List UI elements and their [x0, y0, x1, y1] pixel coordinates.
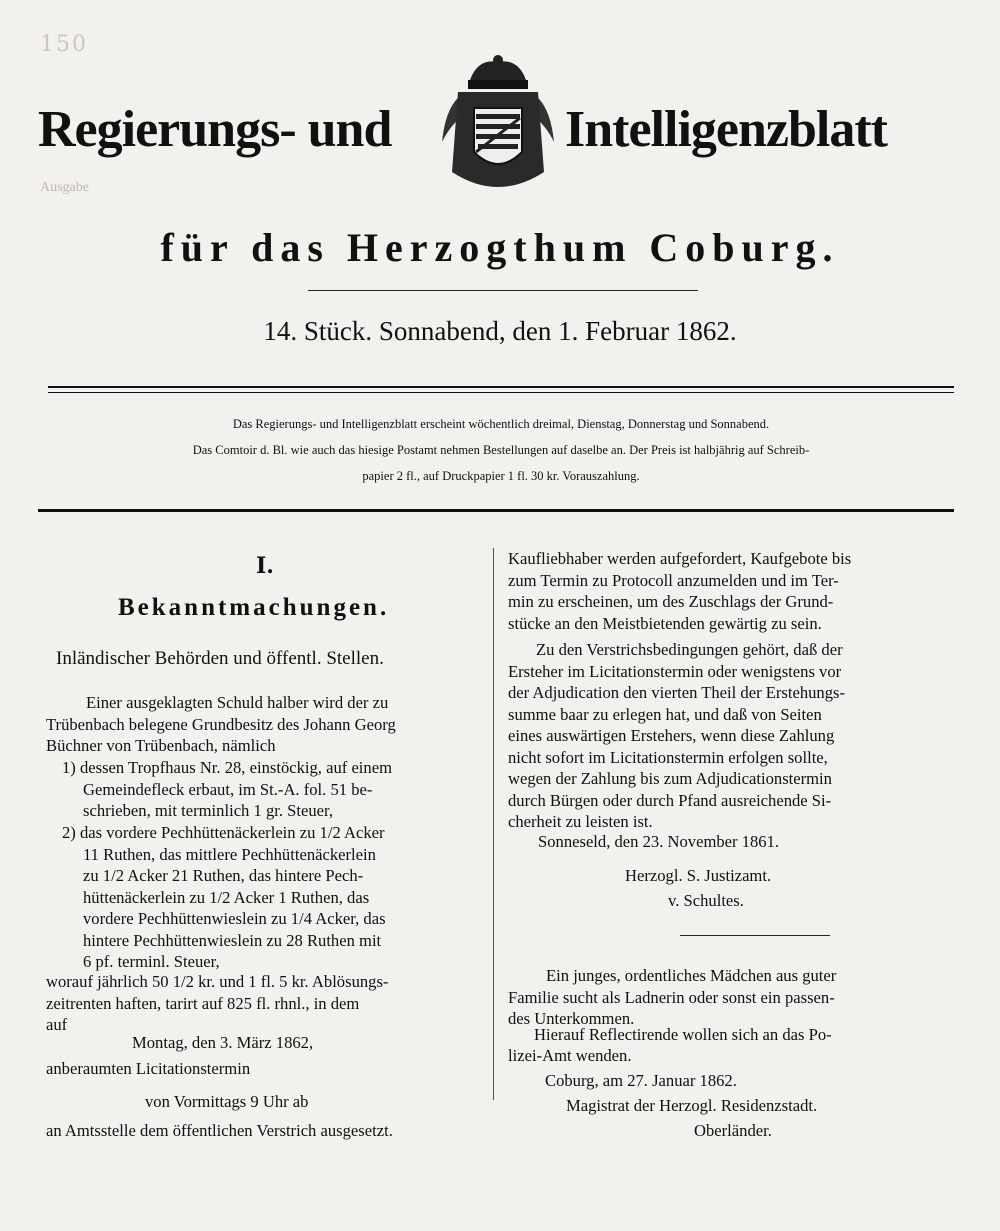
closing-line: an Amtsstelle dem öffentlichen Verstrich ausgesetzt. [46, 1121, 393, 1140]
text-line: 6 pf. terminl. Steuer, [83, 952, 220, 971]
text-line: hüttenäckerlein zu 1/2 Acker 1 Ruthen, das [83, 887, 370, 907]
divider [308, 290, 698, 291]
right-paragraph-1 [508, 548, 958, 634]
divider [680, 935, 830, 936]
text-line: durch Bürgen oder durch Pfand ausreichende Si- [508, 790, 832, 810]
right-paragraph-2 [508, 639, 958, 833]
divider [38, 509, 954, 512]
text-line: Einer ausgeklagten Schuld halber wird der zu [86, 693, 389, 712]
signature: v. Schultes. [668, 891, 744, 910]
page-number: 150 [40, 32, 88, 57]
list-item [62, 822, 487, 973]
coat-of-arms-icon [432, 52, 564, 202]
masthead-title-left: Regierungs- und [38, 101, 392, 158]
text-line: schrieben, mit terminlich 1 gr. Steuer, [83, 801, 334, 820]
term-line: anberaumten Licitationstermin [46, 1059, 251, 1078]
text-line: stücke an den Meistbietenden gewärtig zu sein. [508, 613, 822, 633]
tail-paragraph [46, 971, 486, 1036]
text-line: min zu erscheinen, um des Zuschlags der Grund- [508, 592, 834, 611]
text-line: Familie sucht als Ladnerin oder sonst ein passen- [508, 987, 835, 1007]
notice-line: papier 2 fl., auf Druckpapier 1 fl. 30 kr. Vorauszahlung. [362, 469, 640, 483]
masthead-title-right: Intelligenzblatt [565, 101, 887, 158]
advertisement [508, 965, 958, 1030]
ad-place-date: Coburg, am 27. Januar 1862. [545, 1071, 737, 1090]
intro-paragraph [46, 692, 486, 757]
text-line: hintere Pechhüttenwieslein zu 28 Ruthen mit [83, 930, 382, 950]
section-subheading: Inländischer Behörden und öffentl. Stellen. [56, 648, 384, 669]
text-line: 2) das vordere Pechhüttenäckerlein zu 1/2 Acker [62, 823, 385, 842]
text-line: zum Termin zu Protocoll anzumelden und im Ter- [508, 570, 839, 590]
text-line: Ein junges, ordentliches Mädchen aus guter [546, 966, 837, 985]
issue-line: 14. Stück. Sonnabend, den 1. Februar 1862. [263, 316, 737, 346]
ad-line: lizei-Amt wenden. [508, 1046, 632, 1065]
time-line: von Vormittags 9 Uhr ab [145, 1092, 309, 1111]
ad-signature: Oberländer. [694, 1121, 772, 1140]
text-line: Zu den Verstrichsbedingungen gehört, daß der [536, 640, 843, 659]
text-line: worauf jährlich 50 1/2 kr. und 1 fl. 5 kr. Ablösungs- [46, 972, 389, 991]
ad-line: Hierauf Reflectirende wollen sich an das Po- [534, 1025, 832, 1044]
text-line: 1) dessen Tropfhaus Nr. 28, einstöckig, auf einem [62, 758, 392, 777]
notice-line: Das Comtoir d. Bl. wie auch das hiesige Postamt nehmen Bestellungen auf daselbe an. Der Preis ist halbjährig auf Schreib- [192, 443, 810, 457]
text-line: Gemeindefleck erbaut, im St.-A. fol. 51 be- [83, 779, 373, 799]
text-line: vordere Pechhüttenwieslein zu 1/4 Acker, das [83, 909, 386, 928]
text-line: wegen der Zahlung bis zum Adjudicationstermin [508, 769, 832, 788]
text-line: der Adjudication den vierten Theil der Erstehungs- [508, 683, 846, 702]
text-line: Büchner von Trübenbach, nämlich [46, 736, 276, 755]
text-line: nicht sofort im Licitationstermin erfolgen sollte, [508, 747, 828, 767]
text-line: auf [46, 1015, 68, 1034]
bleed-through: Ausgabe [40, 180, 89, 195]
text-line: eines auswärtigen Erstehers, wenn diese Zahlung [508, 726, 835, 745]
text-line: Trübenbach belegene Grundbesitz des Johann Georg [46, 714, 396, 734]
section-number: I. [256, 553, 274, 579]
text-line: 11 Ruthen, das mittlere Pechhüttenäckerlein [83, 844, 376, 864]
text-line: cherheit zu leisten ist. [508, 812, 653, 831]
section-heading: Bekanntmachungen. [118, 594, 390, 621]
notice-line: Das Regierungs- und Intelligenzblatt erscheint wöchentlich dreimal, Dienstag, Donnerstag und Sonnabend. [232, 417, 770, 431]
date-line: Montag, den 3. März 1862, [132, 1033, 314, 1052]
text-line: Kaufliebhaber werden aufgefordert, Kaufgebote bis [508, 549, 852, 568]
masthead-subtitle: für das Herzogthum Coburg. [160, 225, 840, 270]
divider [48, 386, 954, 393]
text-line: des Unterkommen. [508, 1009, 635, 1028]
column-divider [493, 548, 494, 1100]
ad-authority: Magistrat der Herzogl. Residenzstadt. [566, 1096, 818, 1115]
text-line: zeitrenten haften, tarirt auf 825 fl. rhnl., in dem [46, 993, 360, 1013]
place-date: Sonneseld, den 23. November 1861. [538, 832, 780, 851]
list-item [62, 757, 487, 822]
text-line: summe baar zu erlegen hat, und daß von Seiten [508, 704, 822, 724]
text-line: Ersteher im Licitationstermin oder wenigstens vor [508, 661, 842, 681]
authority: Herzogl. S. Justizamt. [625, 866, 772, 885]
text-line: zu 1/2 Acker 21 Ruthen, das hintere Pech- [83, 866, 364, 885]
